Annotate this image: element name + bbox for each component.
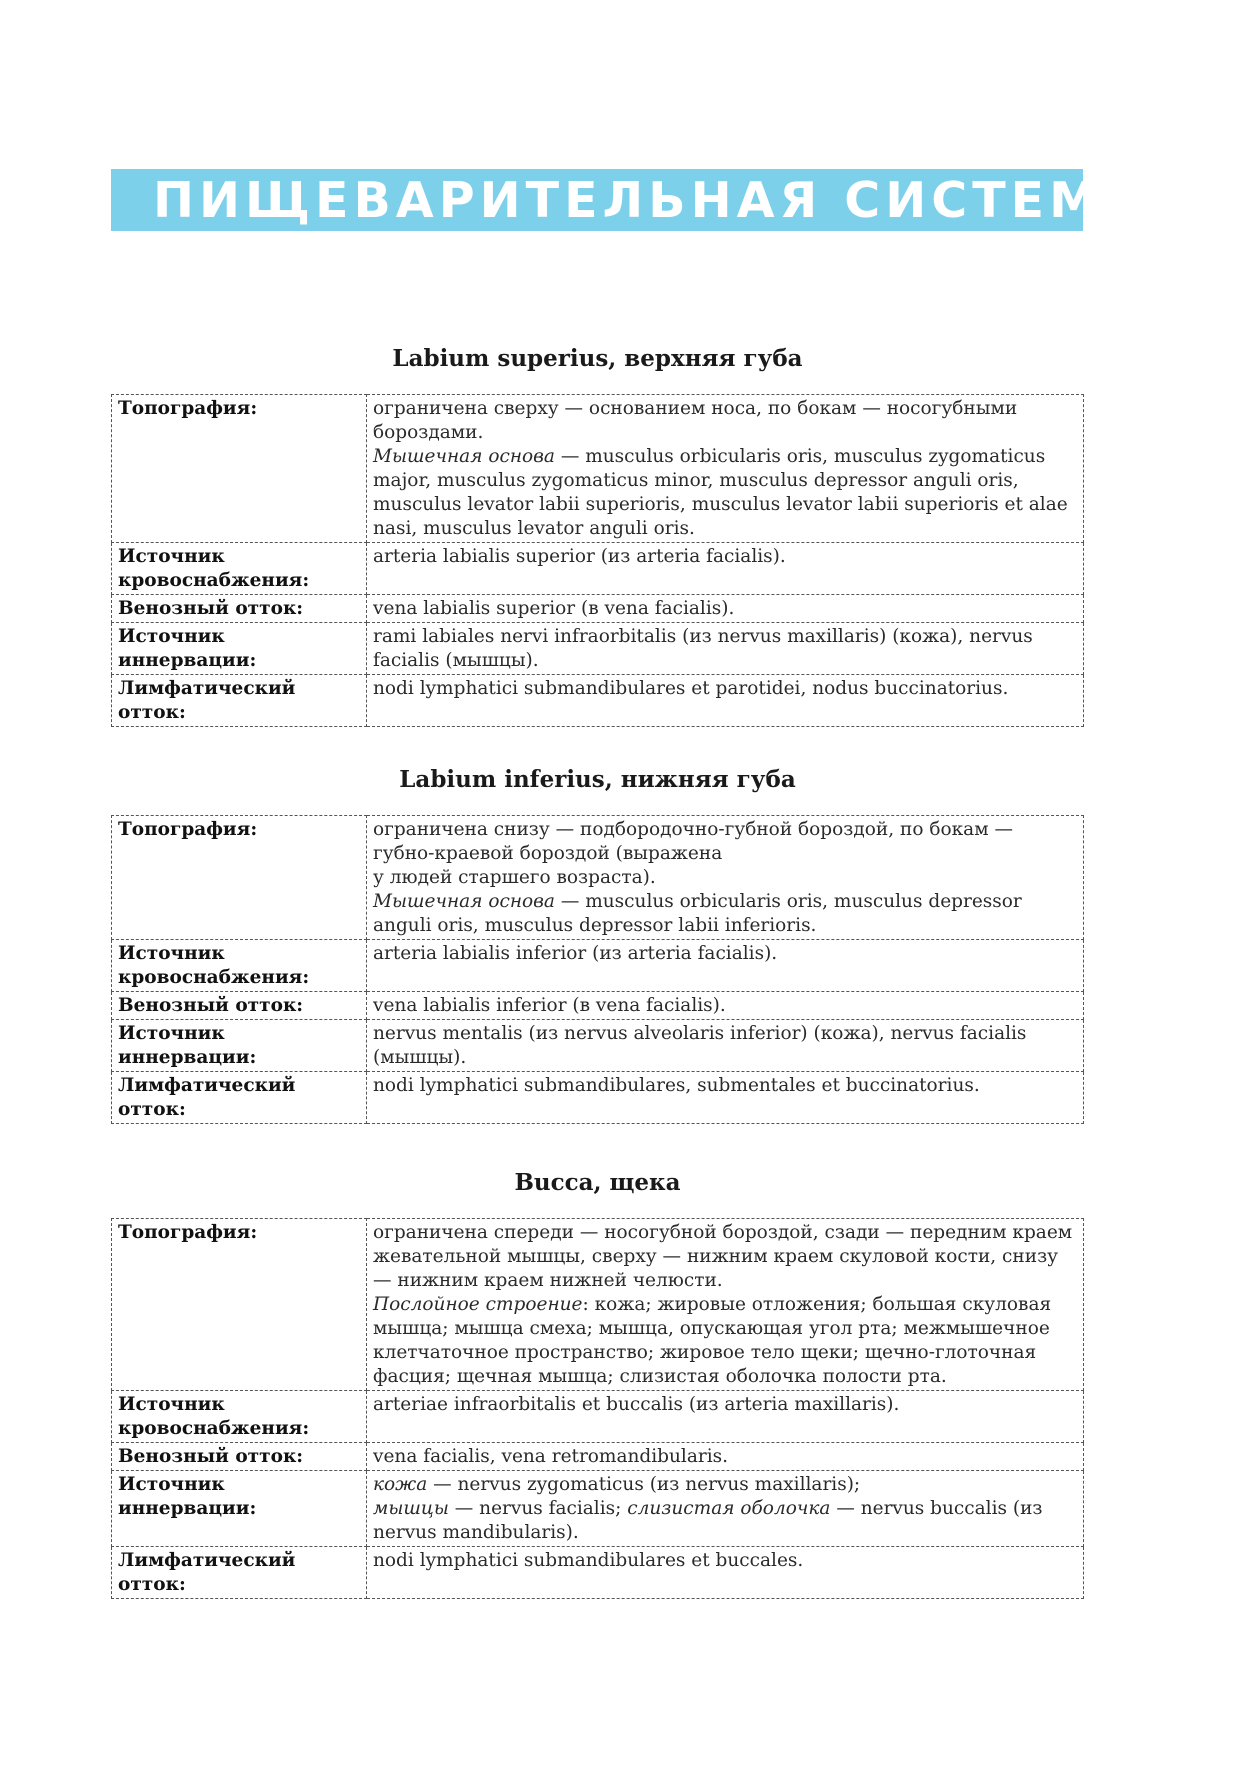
- value-text: vena facialis, vena retromandibularis.: [373, 1446, 729, 1467]
- value-text: ограничена снизу — подбородочно-губной бороздой, по бокам — губно-краевой бороздой (выражена: [373, 819, 1013, 864]
- value-line: [373, 1497, 1077, 1545]
- value-text: arteriae infraorbitalis et buccalis (из arteria maxillaris).: [373, 1394, 900, 1415]
- row-value: [367, 1443, 1084, 1471]
- row-label: Венозный отток:: [112, 595, 367, 623]
- row-label: Источник кровоснабжения:: [112, 543, 367, 595]
- row-label: Лимфатический отток:: [112, 1072, 367, 1124]
- value-line: [373, 677, 1077, 701]
- section-title: Labium inferius, нижняя губа: [399, 766, 796, 793]
- value-line: [373, 818, 1077, 866]
- info-table: [111, 1218, 1084, 1599]
- value-text: у людей старшего возраста).: [373, 867, 656, 888]
- value-text: vena labialis superior (в vena facialis).: [373, 598, 735, 619]
- table-row: [112, 940, 1084, 992]
- table-row: [112, 1072, 1084, 1124]
- row-label: Топография:: [112, 816, 367, 940]
- value-text: — nervus zygomaticus (из nervus maxillaris);: [427, 1474, 861, 1495]
- row-value: [367, 675, 1084, 727]
- table-row: [112, 395, 1084, 543]
- value-line: [373, 1074, 1077, 1098]
- value-text: rami labiales nervi infraorbitalis (из nervus maxillaris) (кожа), nervus facialis (мышцы).: [373, 626, 1033, 671]
- row-value: [367, 1072, 1084, 1124]
- value-text: nodi lymphatici submandibulares et buccales.: [373, 1550, 804, 1571]
- value-text: arteria labialis superior (из arteria facialis).: [373, 546, 786, 567]
- row-value: [367, 1471, 1084, 1547]
- value-line: [373, 1293, 1077, 1389]
- page-banner: [111, 169, 1146, 231]
- row-label: Источник кровоснабжения:: [112, 1391, 367, 1443]
- table-row: [112, 1020, 1084, 1072]
- page-title: ПИЩЕВАРИТЕЛЬНАЯ СИСТЕМА: [153, 171, 1146, 229]
- table-row: [112, 595, 1084, 623]
- row-value: [367, 543, 1084, 595]
- value-text: — musculus orbicularis oris, musculus zygomaticus major, musculus zygomaticus minor, musculus depressor anguli oris, musculus levator labii superioris, musculus levator labii superioris et alae nasi, musculus levator anguli oris.: [373, 446, 1068, 539]
- value-line: [373, 942, 1077, 966]
- row-value: [367, 1391, 1084, 1443]
- row-label: Источник кровоснабжения:: [112, 940, 367, 992]
- value-line: [373, 1445, 1077, 1469]
- value-text: — musculus orbicularis oris, musculus depressor anguli oris, musculus depressor labii inferioris.: [373, 891, 1022, 936]
- value-line: [373, 545, 1077, 569]
- value-line: [373, 1549, 1077, 1573]
- section-bucca: [111, 1170, 1084, 1599]
- value-line: [373, 1473, 1077, 1497]
- row-value: [367, 1020, 1084, 1072]
- value-text: nodi lymphatici submandibulares, submentales et buccinatorius.: [373, 1075, 980, 1096]
- value-text: : кожа; жировые отложения; большая скуловая мышца; мышца смеха; мышца, опускающая угол рта; межмышечное клетчаточное пространство; жировое тело щеки; щечно-глоточная фасция; щечная мышца; слизистая оболочка полости рта.: [373, 1294, 1052, 1387]
- table-row: [112, 543, 1084, 595]
- row-label: Венозный отток:: [112, 992, 367, 1020]
- row-value: [367, 395, 1084, 543]
- value-text: nodi lymphatici submandibulares et parotidei, nodus buccinatorius.: [373, 678, 1009, 699]
- table-row: [112, 623, 1084, 675]
- value-line: [373, 625, 1077, 673]
- info-table: [111, 394, 1084, 727]
- emphasis-text: Послойное строение: [373, 1294, 583, 1315]
- emphasis-text: кожа: [373, 1474, 428, 1495]
- value-text: vena labialis inferior (в vena facialis).: [373, 995, 726, 1016]
- emphasis-text: Мышечная основа: [373, 891, 555, 912]
- emphasis-text: мышцы: [373, 1498, 449, 1519]
- section-labium-inferius: [111, 767, 1084, 1124]
- row-label: Источник иннервации:: [112, 1471, 367, 1547]
- value-line: [373, 1022, 1077, 1070]
- table-row: [112, 1443, 1084, 1471]
- row-value: [367, 1219, 1084, 1391]
- row-label: Топография:: [112, 395, 367, 543]
- row-value: [367, 940, 1084, 992]
- row-value: [367, 1547, 1084, 1599]
- emphasis-text: слизистая оболочка: [627, 1498, 831, 1519]
- row-value: [367, 992, 1084, 1020]
- section-labium-superius: [111, 346, 1084, 727]
- value-line: [373, 445, 1077, 541]
- row-value: [367, 816, 1084, 940]
- value-line: [373, 597, 1077, 621]
- info-table: [111, 815, 1084, 1124]
- emphasis-text: Мышечная основа: [373, 446, 555, 467]
- section-title: Labium superius, верхняя губа: [392, 345, 803, 372]
- value-line: [373, 1393, 1077, 1417]
- row-label: Топография:: [112, 1219, 367, 1391]
- value-line: [373, 866, 1077, 890]
- value-line: [373, 890, 1077, 938]
- value-text: — nervus facialis;: [448, 1498, 628, 1519]
- row-value: [367, 623, 1084, 675]
- row-label: Венозный отток:: [112, 1443, 367, 1471]
- row-label: Источник иннервации:: [112, 623, 367, 675]
- value-text: ограничена сверху — основанием носа, по бокам — носогубными бороздами.: [373, 398, 1018, 443]
- row-label: Источник иннервации:: [112, 1020, 367, 1072]
- value-text: — nervus buccalis (из nervus mandibularis).: [373, 1498, 1043, 1543]
- table-row: [112, 675, 1084, 727]
- value-text: nervus mentalis (из nervus alveolaris inferior) (кожа), nervus facialis (мышцы).: [373, 1023, 1027, 1068]
- row-label: Лимфатический отток:: [112, 675, 367, 727]
- table-row: [112, 992, 1084, 1020]
- row-value: [367, 595, 1084, 623]
- table-row: [112, 1391, 1084, 1443]
- table-row: [112, 1471, 1084, 1547]
- table-row: [112, 1547, 1084, 1599]
- value-line: [373, 1221, 1077, 1293]
- table-row: [112, 1219, 1084, 1391]
- value-text: ограничена спереди — носогубной бороздой, сзади — передним краем жевательной мышцы, сверху — нижним краем скуловой кости, снизу — нижним краем нижней челюсти.: [373, 1222, 1073, 1291]
- value-line: [373, 397, 1077, 445]
- row-label: Лимфатический отток:: [112, 1547, 367, 1599]
- section-title: Bucca, щека: [514, 1169, 681, 1196]
- table-row: [112, 816, 1084, 940]
- value-text: arteria labialis inferior (из arteria facialis).: [373, 943, 778, 964]
- value-line: [373, 994, 1077, 1018]
